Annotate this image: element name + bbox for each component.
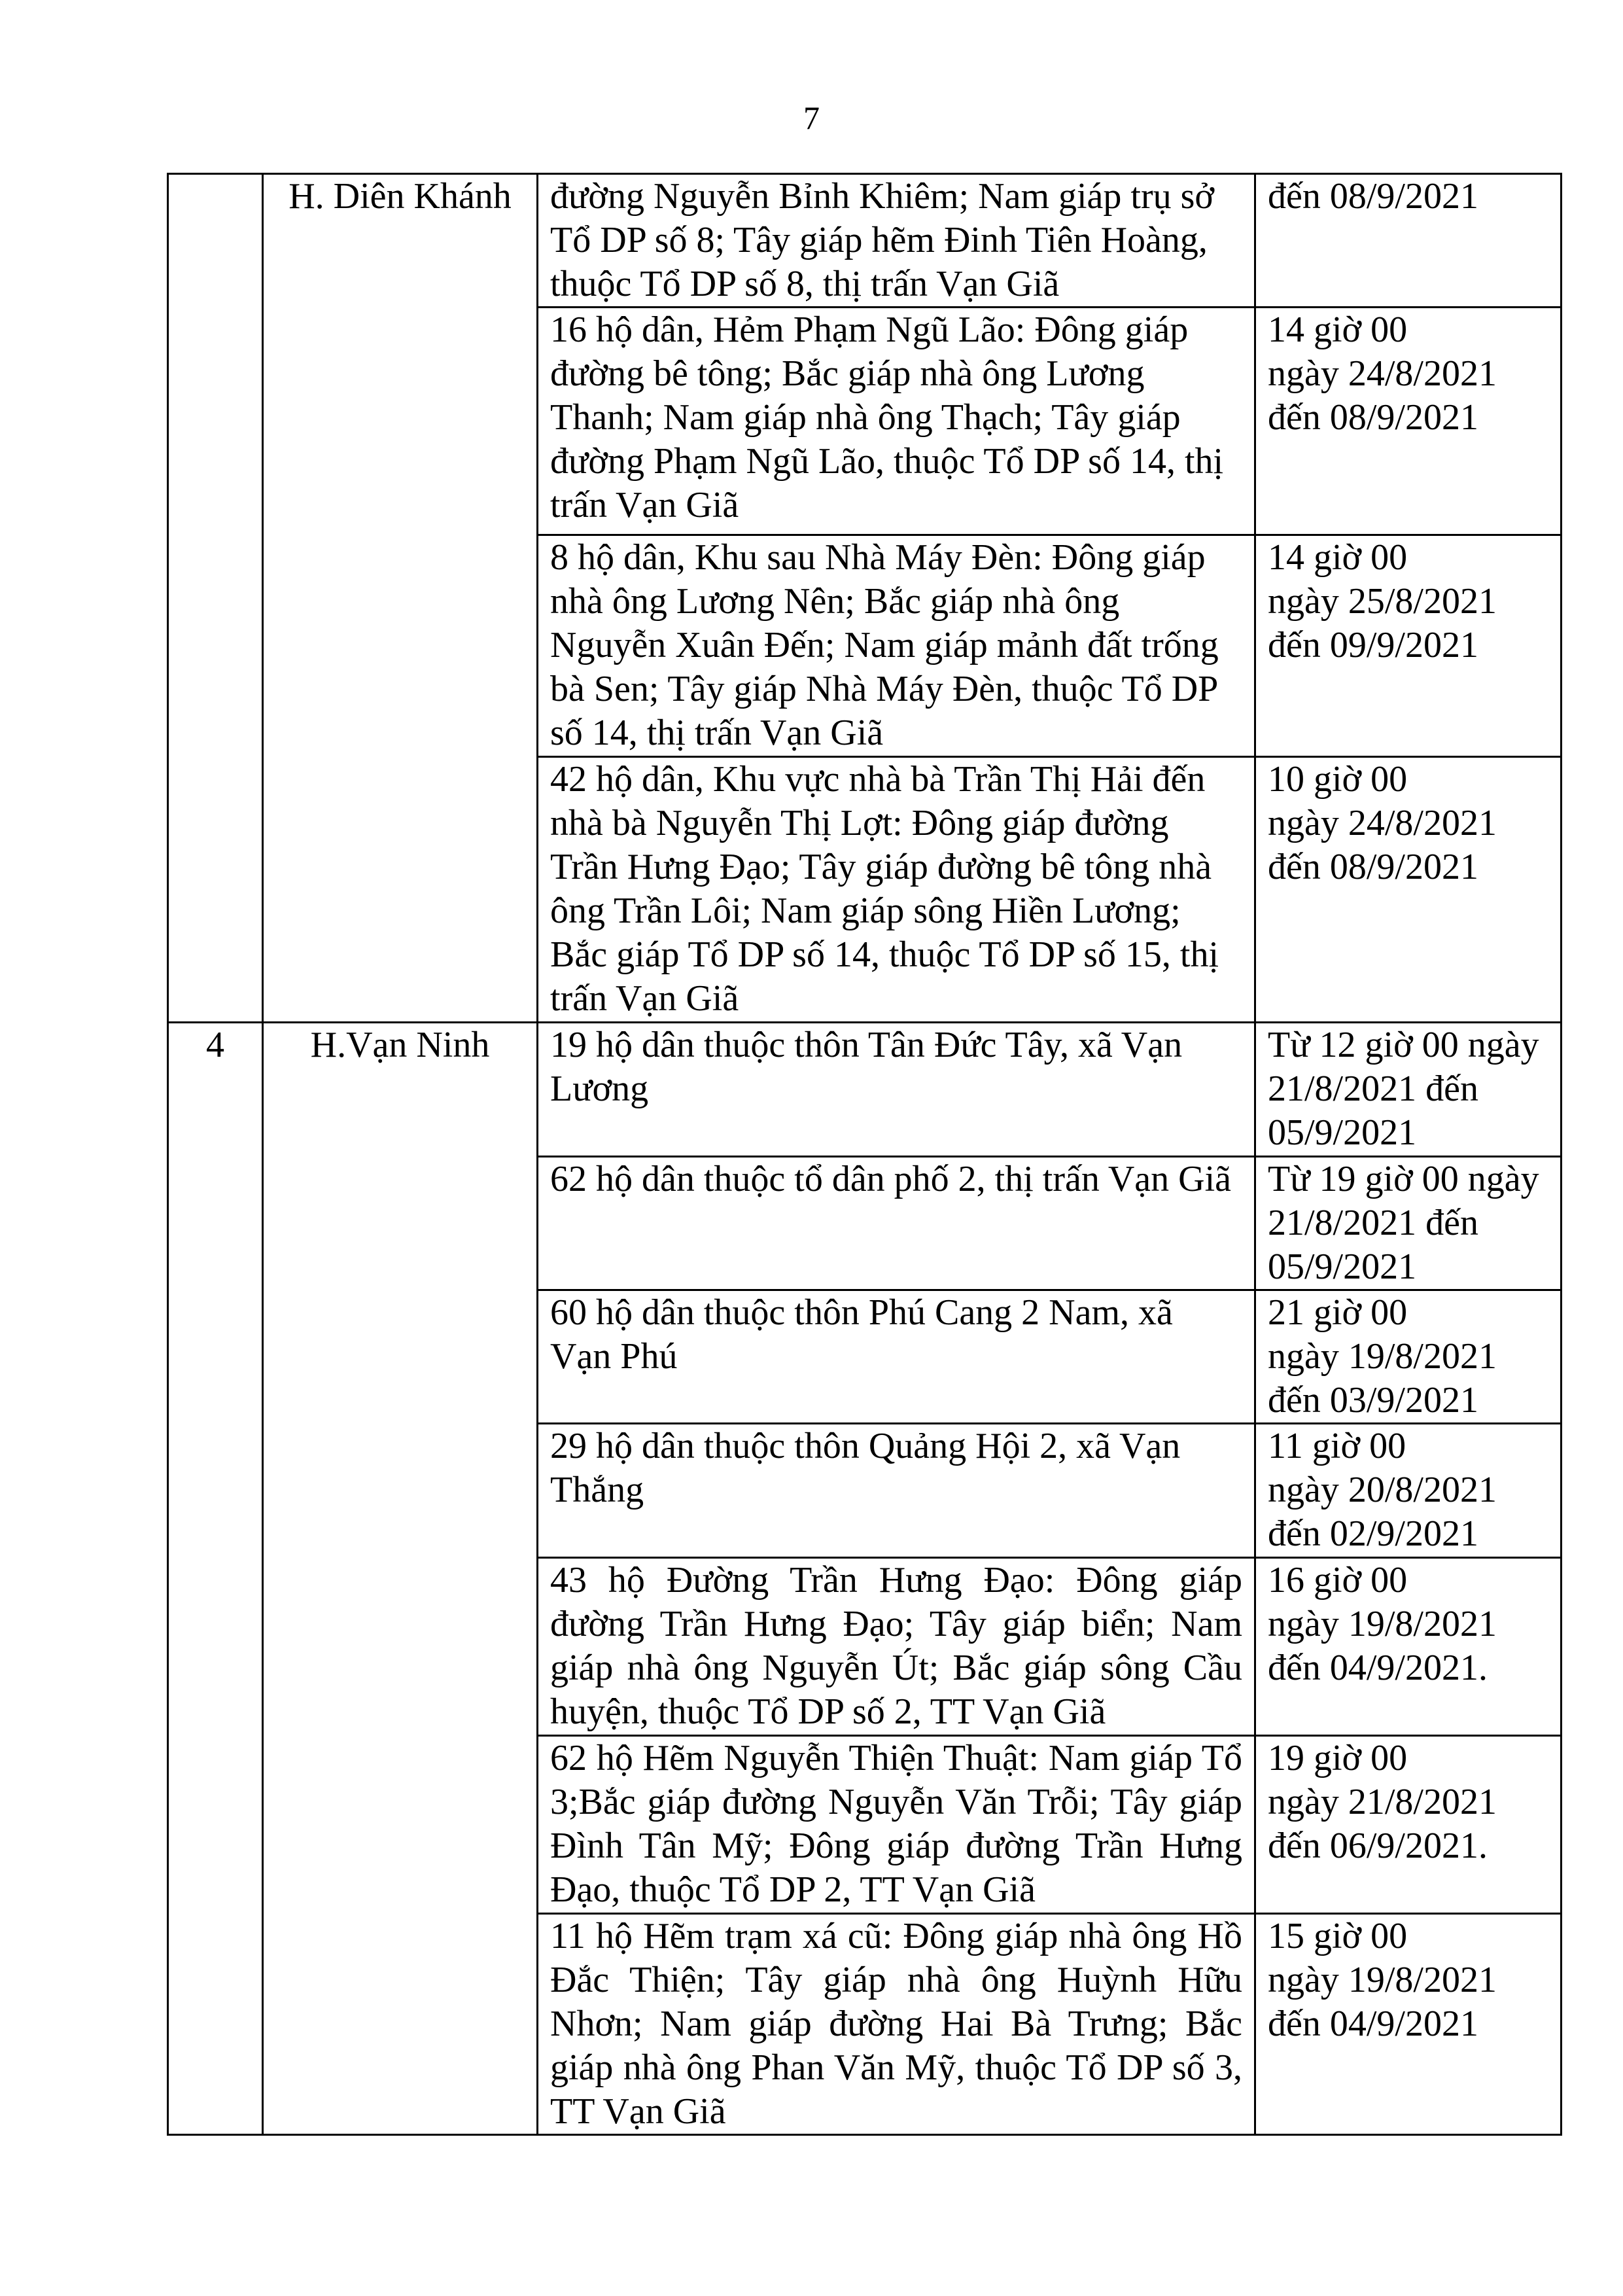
- time-line: 11 giờ 00: [1268, 1426, 1406, 1466]
- time-cell: [1255, 757, 1562, 1023]
- unit-cell: H. Diên Khánh: [263, 174, 538, 1023]
- time-line: 21/8/2021 đến: [1268, 1203, 1478, 1243]
- time-line: 14 giờ 00: [1268, 309, 1408, 350]
- time-line: 21 giờ 00: [1268, 1292, 1408, 1333]
- time-cell: [1255, 1290, 1562, 1424]
- area-cell: đường Nguyễn Bỉnh Khiêm; Nam giáp trụ sở Tổ DP số 8; Tây giáp hẽm Đinh Tiên Hoàng, thuộc Tổ DP số 8, thị trấn Vạn Giã: [538, 174, 1255, 308]
- time-cell: [1255, 1558, 1562, 1736]
- area-cell: 8 hộ dân, Khu sau Nhà Máy Đèn: Đông giáp nhà ông Lương Nên; Bắc giáp nhà ông Nguyễn Xuân Đến; Nam giáp mảnh đất trống bà Sen; Tây giáp Nhà Máy Đèn, thuộc Tổ DP số 14, thị trấn Vạn Giã: [538, 535, 1255, 757]
- time-line: 14 giờ 00: [1268, 537, 1408, 578]
- stt-cell: 4: [168, 1023, 263, 2135]
- time-line: 05/9/2021: [1268, 1112, 1417, 1153]
- time-cell: [1255, 174, 1562, 308]
- time-cell: [1255, 535, 1562, 757]
- area-cell: 29 hộ dân thuộc thôn Quảng Hội 2, xã Vạn Thắng: [538, 1424, 1255, 1558]
- time-line: ngày 20/8/2021: [1268, 1470, 1497, 1510]
- time-line: ngày 25/8/2021: [1268, 581, 1497, 622]
- time-line: đến 04/9/2021.: [1268, 1648, 1488, 1688]
- time-cell: [1255, 1424, 1562, 1558]
- time-line: đến 08/9/2021: [1268, 847, 1478, 887]
- time-line: đến 02/9/2021: [1268, 1513, 1478, 1554]
- time-line: 05/9/2021: [1268, 1246, 1417, 1287]
- time-line: Từ 19 giờ 00 ngày: [1268, 1159, 1539, 1199]
- area-cell: 11 hộ Hẽm trạm xá cũ: Đông giáp nhà ông Hồ Đắc Thiện; Tây giáp nhà ông Huỳnh Hữu Nhơn; Nam giáp đường Hai Bà Trưng; Bắc giáp nhà ông Phan Văn Mỹ, thuộc Tổ DP số 3, TT Vạn Giã: [538, 1914, 1255, 2135]
- time-line: đến 06/9/2021.: [1268, 1826, 1488, 1866]
- time-line: đến 03/9/2021: [1268, 1380, 1478, 1421]
- time-cell: [1255, 1157, 1562, 1290]
- time-line: 21/8/2021 đến: [1268, 1069, 1478, 1109]
- area-cell: 60 hộ dân thuộc thôn Phú Cang 2 Nam, xã Vạn Phú: [538, 1290, 1255, 1424]
- area-cell: 19 hộ dân thuộc thôn Tân Đức Tây, xã Vạn Lương: [538, 1023, 1255, 1157]
- area-cell: 62 hộ dân thuộc tổ dân phố 2, thị trấn Vạn Giã: [538, 1157, 1255, 1290]
- time-cell: [1255, 1736, 1562, 1914]
- time-line: 19 giờ 00: [1268, 1738, 1408, 1778]
- time-line: ngày 19/8/2021: [1268, 1336, 1497, 1377]
- area-cell: 16 hộ dân, Hẻm Phạm Ngũ Lão: Đông giáp đường bê tông; Bắc giáp nhà ông Lương Thanh; Nam giáp nhà ông Thạch; Tây giáp đường Phạm Ngũ Lão, thuộc Tổ DP số 14, thị trấn Vạn Giã: [538, 308, 1255, 535]
- time-cell: [1255, 1023, 1562, 1157]
- time-line: Từ 12 giờ 00 ngày: [1268, 1025, 1539, 1065]
- time-line: ngày 24/8/2021: [1268, 353, 1497, 394]
- time-line: đến 08/9/2021: [1268, 176, 1478, 217]
- unit-cell: H.Vạn Ninh: [263, 1023, 538, 2135]
- time-cell: [1255, 1914, 1562, 2135]
- table-row: [168, 174, 1562, 308]
- time-line: đến 08/9/2021: [1268, 397, 1478, 438]
- area-cell: 62 hộ Hẽm Nguyễn Thiện Thuật: Nam giáp Tổ 3;Bắc giáp đường Nguyễn Văn Trỗi; Tây giáp Đình Tân Mỹ; Đông giáp đường Trần Hưng Đạo, thuộc Tổ DP 2, TT Vạn Giã: [538, 1736, 1255, 1914]
- area-cell: 43 hộ Đường Trần Hưng Đạo: Đông giáp đường Trần Hưng Đạo; Tây giáp biển; Nam giáp nhà ông Nguyễn Út; Bắc giáp sông Cầu huyện, thuộc Tổ DP số 2, TT Vạn Giã: [538, 1558, 1255, 1736]
- area-cell: 42 hộ dân, Khu vực nhà bà Trần Thị Hải đến nhà bà Nguyễn Thị Lợt: Đông giáp đường Trần Hưng Đạo; Tây giáp đường bê tông nhà ông Trần Lôi; Nam giáp sông Hiền Lương; Bắc giáp Tổ DP số 14, thuộc Tổ DP số 15, thị trấn Vạn Giã: [538, 757, 1255, 1023]
- time-line: 15 giờ 00: [1268, 1916, 1408, 1956]
- time-line: ngày 19/8/2021: [1268, 1604, 1497, 1644]
- time-line: đến 04/9/2021: [1268, 2004, 1478, 2044]
- time-line: ngày 21/8/2021: [1268, 1782, 1497, 1822]
- time-line: đến 09/9/2021: [1268, 625, 1478, 665]
- table-row: [168, 1023, 1562, 1157]
- stt-cell: [168, 174, 263, 1023]
- quarantine-area-table: [167, 173, 1562, 2136]
- time-cell: [1255, 308, 1562, 535]
- time-line: ngày 19/8/2021: [1268, 1960, 1497, 2000]
- time-line: 10 giờ 00: [1268, 759, 1408, 800]
- time-line: 16 giờ 00: [1268, 1560, 1408, 1600]
- page-number: 7: [803, 99, 820, 136]
- time-line: ngày 24/8/2021: [1268, 803, 1497, 843]
